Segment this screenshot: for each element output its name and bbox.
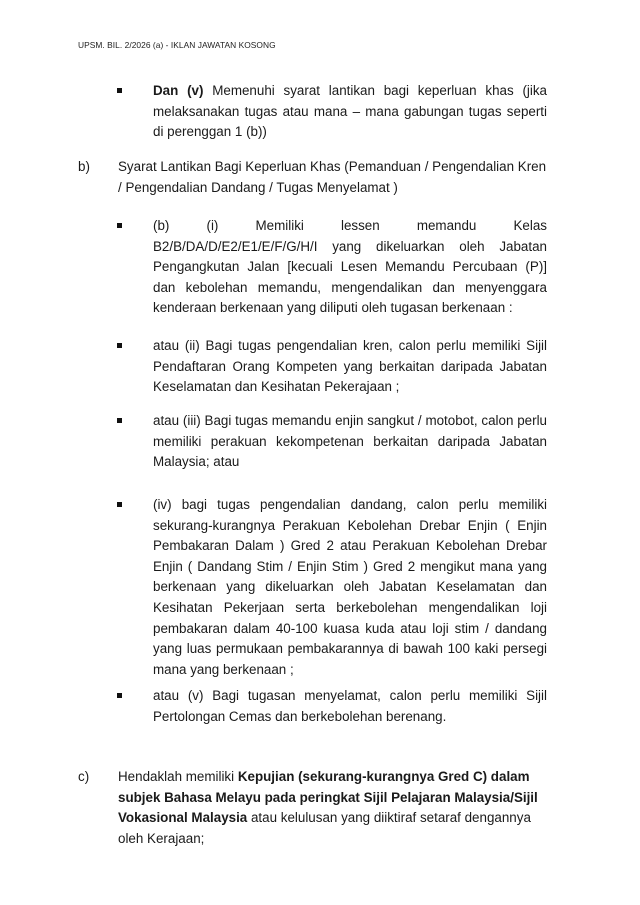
list-item-dan-v — [117, 81, 547, 143]
section-title: Syarat Lantikan Bagi Keperluan Khas (Pemanduan / Pengendalian Kren / Pengendalian Dandang / Tugas Menyelamat ) — [118, 159, 547, 195]
square-bullet-icon — [117, 693, 122, 698]
document-header: UPSM. BIL. 2/2026 (a) - IKLAN JAWATAN KOSONG — [78, 40, 276, 50]
list-item-text: atau (ii) Bagi tugas pengendalian kren, calon perlu memiliki Sijil Pendaftaran Orang Kompeten yang berkaitan daripada Jabatan Keselamatan dan Kesihatan Pekerajaan ; — [153, 338, 547, 395]
section-label: c) — [78, 769, 90, 784]
square-bullet-icon — [117, 343, 122, 348]
list-item-b-v — [117, 686, 547, 727]
section-c — [78, 767, 547, 849]
list-item-b-iii — [117, 411, 547, 473]
bold-prefix: Dan (v) — [153, 83, 204, 98]
bold-requirement: Kepujian (sekurang-kurangnya Gred C) dalam subjek Bahasa Melayu pada peringkat Sijil Pelajaran Malaysia/Sijil Vokasional Malaysia — [118, 769, 538, 826]
list-item-text: atau (iii) Bagi tugas memandu enjin sangkut / motobot, calon perlu memiliki perakuan kekompetenan berkaitan daripada Jabatan Malaysia; atau — [153, 413, 547, 470]
list-item-b-ii — [117, 336, 547, 398]
section-label: b) — [78, 159, 90, 174]
list-item-text: (iv) bagi tugas pengendalian dandang, calon perlu memiliki sekurang-kurangnya Perakuan Kebolehan Drebar Enjin ( Enjin Pembakaran Dalam ) Gred 2 atau Perakuan Kebolehan Drebar Enjin ( Dandang Stim / Enjin Stim ) Gred 2 mengikut mana yang berkenaan yang dikeluarkan oleh Jabatan Keselamatan dan Kesihatan Pekerjaan serta berkebolehan mengendalikan loji pembakaran dalam 40-100 kuasa kuda atau loji stim / dandang yang luas permukaan pembakarannya di bawah 100 kaki persegi mana yang berkenaan ; — [153, 497, 547, 677]
section-text: Hendaklah memiliki Kepujian (sekurang-kurangnya Gred C) dalam subjek Bahasa Melayu pada peringkat Sijil Pelajaran Malaysia/Sijil Vokasional Malaysia atau kelulusan yang diiktiraf setaraf dengannya oleh Kerajaan; — [118, 769, 538, 846]
square-bullet-icon — [117, 502, 122, 507]
square-bullet-icon — [117, 418, 122, 423]
list-item-b-i — [117, 216, 547, 319]
list-item-b-iv — [117, 495, 547, 680]
section-b — [78, 157, 547, 198]
list-item-text: Dan (v) Memenuhi syarat lantikan bagi keperluan khas (jika melaksanakan tugas atau mana – mana gabungan tugas seperti di perenggan 1 (b)) — [153, 83, 547, 140]
square-bullet-icon — [117, 88, 122, 93]
list-item-text: (b) (i) Memiliki lessen memandu Kelas B2/B/DA/D/E2/E1/E/F/G/H/I yang dikeluarkan oleh Jabatan Pengangkutan Jalan [kecuali Lesen Memandu Percubaan (P)] dan kebolehan memandu, mengendalikan dan menyenggara kenderaan berkenaan yang diliputi oleh tugasan berkenaan : — [153, 218, 547, 316]
list-item-text: atau (v) Bagi tugasan menyelamat, calon perlu memiliki Sijil Pertolongan Cemas dan berkebolehan berenang. — [153, 688, 547, 724]
square-bullet-icon — [117, 223, 122, 228]
